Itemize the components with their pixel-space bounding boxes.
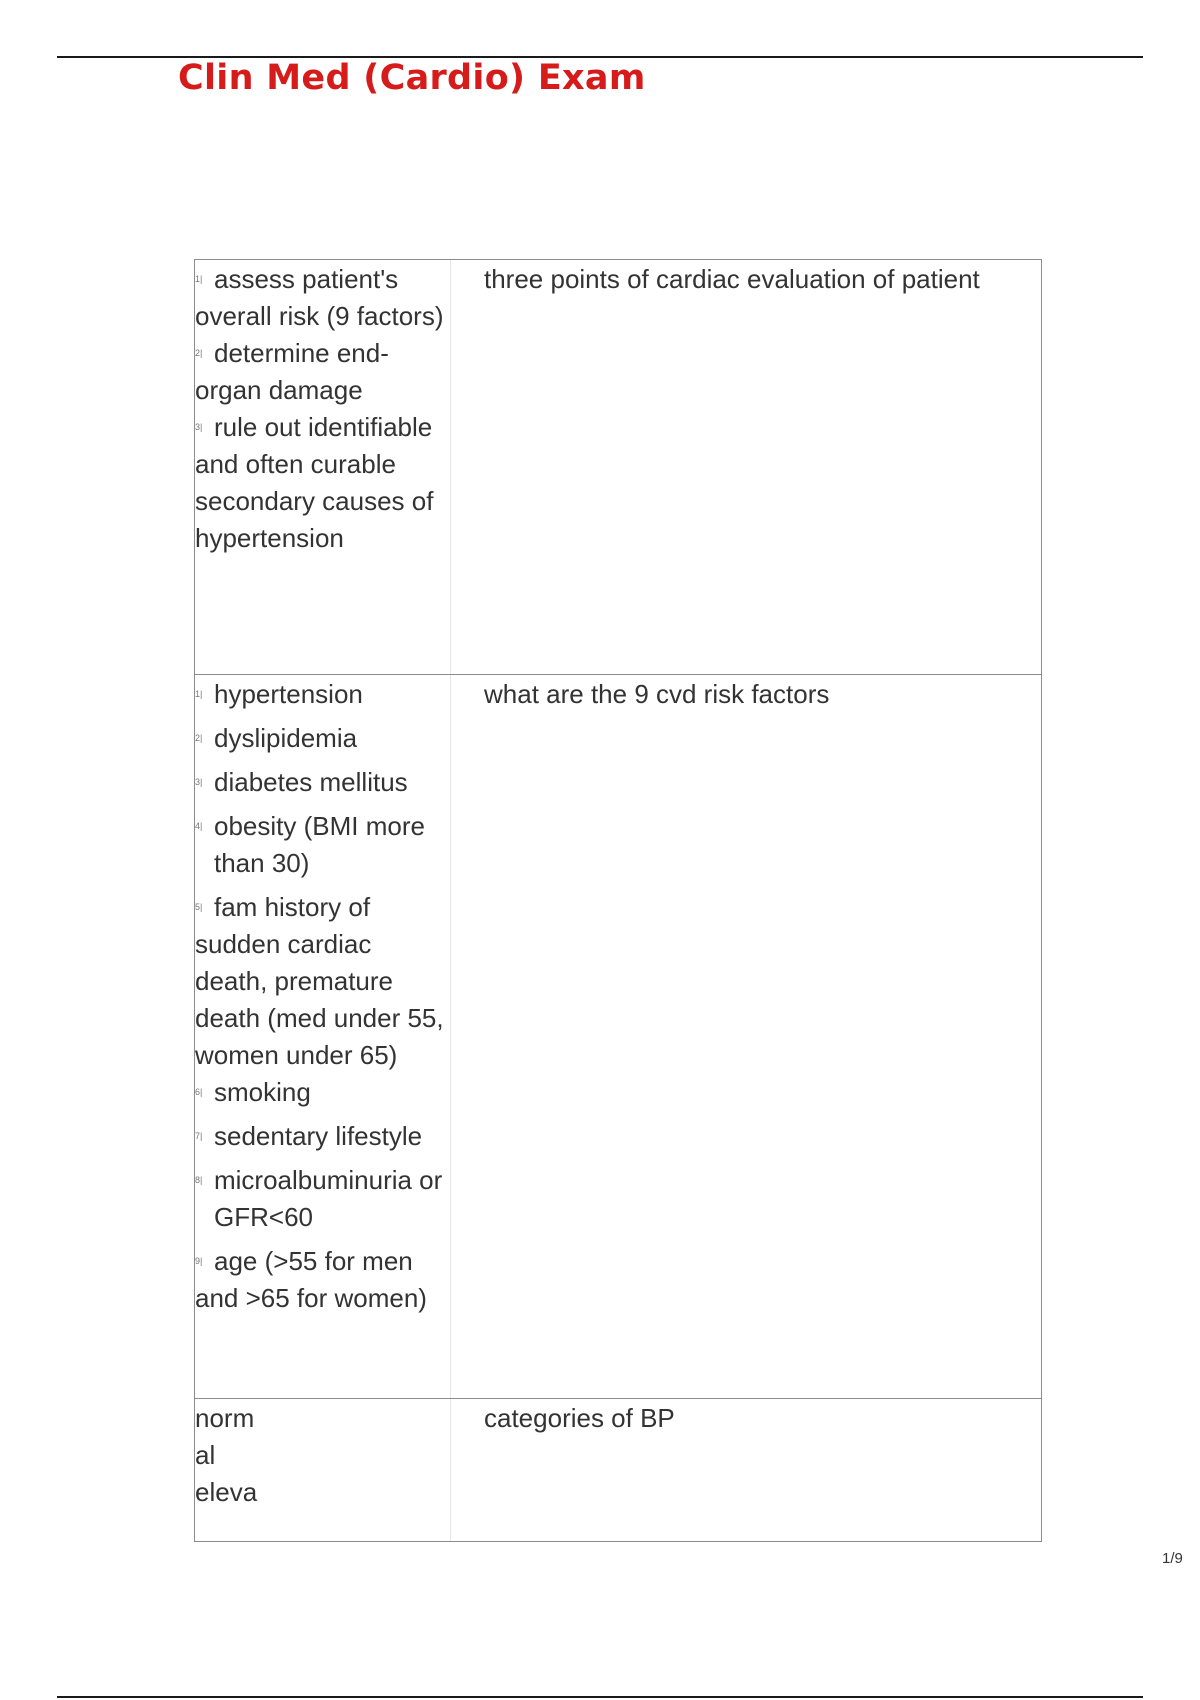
flashcard-row: [195, 675, 1041, 1399]
answer-line: norm: [195, 1403, 255, 1433]
page-number: 1/9: [1162, 1550, 1183, 1567]
answer-cell: [195, 1399, 451, 1541]
answer-item: [195, 720, 450, 757]
answer-item-text: diabetes mellitus: [214, 767, 408, 797]
flashcard-table: [194, 259, 1042, 1542]
answer-item: [195, 1118, 450, 1155]
item-number-marker: 8|: [195, 1175, 203, 1185]
item-number-marker: 5|: [195, 902, 203, 912]
question-cell: three points of cardiac evaluation of patient: [484, 264, 980, 294]
answer-item: [195, 676, 450, 713]
bottom-rule: [57, 1696, 1143, 1698]
answer-item: [195, 409, 450, 557]
item-number-marker: 4|: [195, 821, 203, 831]
answer-item: [195, 335, 450, 409]
question-cell: what are the 9 cvd risk factors: [484, 679, 830, 709]
answer-line: eleva: [195, 1477, 258, 1507]
answer-item-text: microalbuminuria or GFR<60: [214, 1165, 443, 1232]
answer-item-text: obesity (BMI more than 30): [214, 811, 425, 878]
answer-item-text: smoking: [214, 1077, 311, 1107]
answer-item-text: hypertension: [214, 679, 363, 709]
answer-item-text: rule out identifiable and often curable secondary causes of hypertension: [195, 412, 434, 553]
answer-item-text: dyslipidemia: [214, 723, 358, 753]
item-number-marker: 9|: [195, 1256, 203, 1266]
item-number-marker: 1|: [195, 689, 203, 699]
answer-item-text: age (>55 for men and >65 for women): [195, 1246, 427, 1313]
item-number-marker: 3|: [195, 422, 203, 432]
answer-line: al: [195, 1440, 216, 1470]
item-number-marker: 2|: [195, 348, 203, 358]
item-number-marker: 3|: [195, 777, 203, 787]
answer-item: [195, 808, 450, 882]
answer-cell: [195, 260, 451, 674]
flashcard-row: [195, 1399, 1041, 1541]
answer-item: [195, 1243, 450, 1317]
document-title: Clin Med (Cardio) Exam: [178, 58, 646, 98]
item-number-marker: 7|: [195, 1131, 203, 1141]
answer-cell: [195, 675, 451, 1398]
answer-item: [195, 1162, 450, 1236]
answer-item-text: fam history of sudden cardiac death, premature death (med under 55, women under 65): [195, 892, 444, 1070]
item-number-marker: 1|: [195, 274, 203, 284]
answer-item: [195, 764, 450, 801]
flashcard-row: [195, 260, 1041, 675]
item-number-marker: 2|: [195, 733, 203, 743]
answer-item: [195, 889, 450, 1074]
item-number-marker: 6|: [195, 1087, 203, 1097]
answer-item-text: sedentary lifestyle: [214, 1121, 423, 1151]
answer-item: [195, 1074, 450, 1111]
answer-item-text: assess patient's overall risk (9 factors): [195, 264, 444, 331]
answer-item: [195, 261, 450, 335]
question-cell: categories of BP: [484, 1403, 675, 1433]
answer-item-text: determine end-organ damage: [195, 338, 389, 405]
